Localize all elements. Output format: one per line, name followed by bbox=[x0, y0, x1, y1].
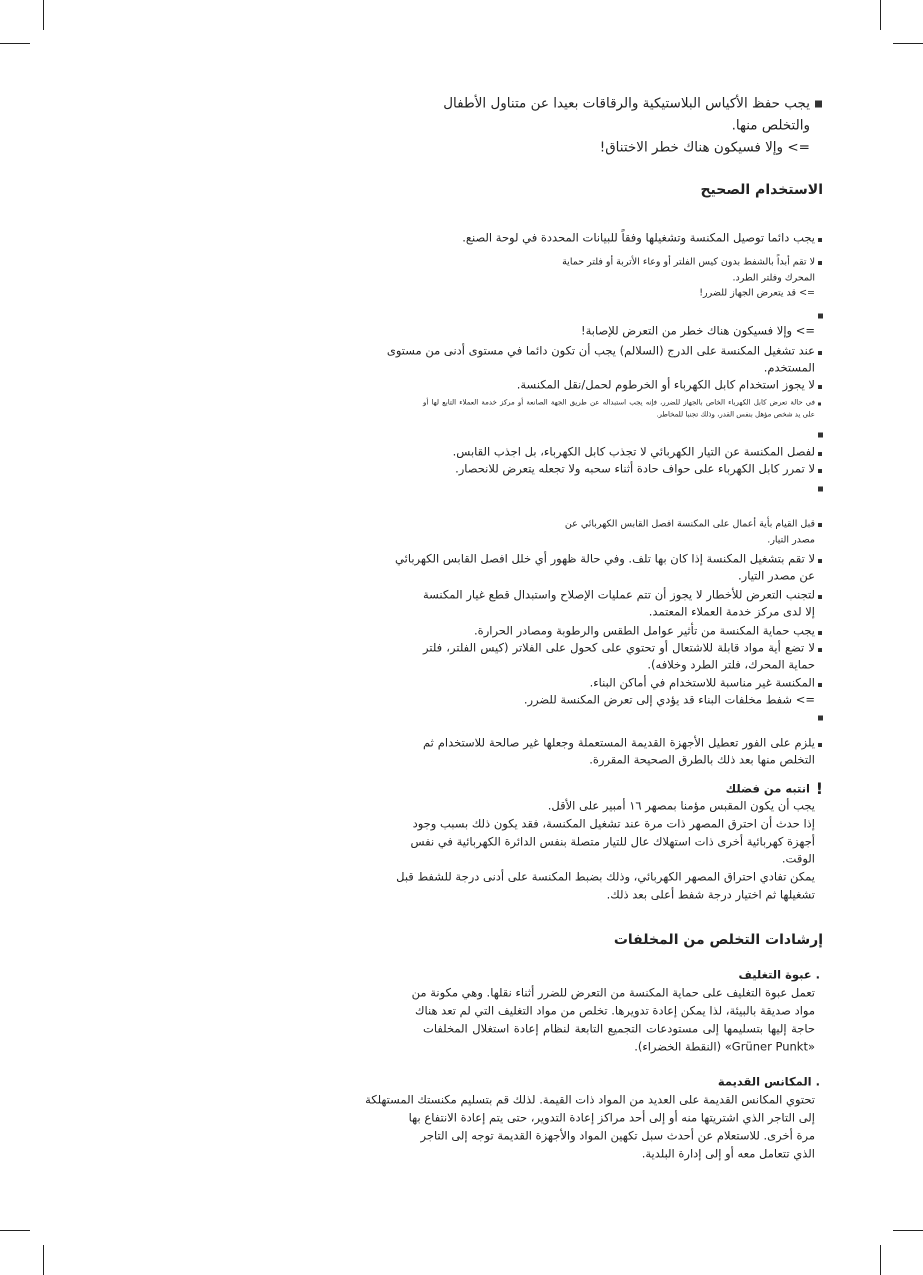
text-line: عن مصدر التيار. bbox=[737, 568, 815, 583]
text-line: إلا لدى مركز خدمة العملاء المعتمد. bbox=[648, 604, 815, 619]
bullet bbox=[818, 261, 822, 265]
text-line: إلى التاجر الذي اشتريتها منه أو إلى أحد مراكز إعادة التدوير، حتى يتم إعادة الانتفاع بها bbox=[408, 1110, 815, 1125]
text-line: المكنسة غير مناسبة للاستخدام في أماكن البناء. bbox=[589, 675, 815, 690]
bullet bbox=[818, 314, 823, 319]
text-line: لا تقم أبداً بالشفط بدون كيس الفلتر أو وعاء الأتربة أو فلتر حماية bbox=[562, 256, 815, 268]
crop-mark bbox=[0, 1230, 30, 1231]
text-line: يجب دائما توصيل المكنسة وتشغيلها وفقاً للبيانات المحددة في لوحة الصنع. bbox=[462, 230, 815, 245]
bullet bbox=[815, 101, 822, 108]
notice-title: انتبه من فضلك bbox=[725, 781, 810, 796]
crop-mark bbox=[893, 43, 923, 44]
text-line: مرة أخرى. للاستعلام عن أحدث سبل تكهين المواد والأجهزة القديمة توجه إلى التاجر bbox=[420, 1128, 815, 1143]
bullet bbox=[818, 385, 822, 389]
text-line: لا تضع أية مواد قابلة للاشتعال أو تحتوي على كحول على الفلاتر (كيس الفلتر، فلتر bbox=[423, 640, 815, 655]
text-line: يجب حفظ الأكياس البلاستيكية والرقاقات بعيدا عن متناول الأطفال bbox=[443, 95, 810, 112]
text-line: مواد صديقة بالبيئة، لذا يمكن إعادة تدويرها. تخلص من مواد التغليف التي لم تعد هناك bbox=[415, 1003, 815, 1018]
bullet bbox=[818, 559, 822, 563]
text-line: => وإلا فسيكون هناك خطر الاختناق! bbox=[599, 139, 810, 156]
subheading: . المكانس القديمة bbox=[717, 1074, 820, 1089]
text-line: المستخدم. bbox=[763, 360, 815, 375]
bullet bbox=[818, 743, 822, 747]
bullet bbox=[818, 487, 823, 492]
text-line: لفصل المكنسة عن التيار الكهربائي لا تجذب كابل الكهرباء، بل اجذب القابس. bbox=[452, 444, 815, 459]
text-line: يجب أن يكون المقبس مؤمنا بمصهر ١٦ أمبير على الأقل. bbox=[547, 798, 815, 813]
section-heading: الاستخدام الصحيح bbox=[700, 182, 823, 198]
bullet bbox=[818, 523, 822, 527]
warning-icon: ! bbox=[815, 779, 823, 798]
text-line: يمكن تفادي احتراق المصهر الكهربائي، وذلك بضبط المكنسة على أدنى درجة للشفط قبل bbox=[396, 869, 815, 884]
text-line: المحرك وفلتر الطرد. bbox=[732, 272, 815, 284]
text-line: تحتوي المكانس القديمة على العديد من المواد ذات القيمة. لذلك قم بتسليم مكنستك المستهلكة bbox=[365, 1092, 815, 1107]
text-line: لتجنب التعرض للأخطار لا يجوز أن تتم عمليات الإصلاح واستبدال قطع غيار المكنسة bbox=[423, 587, 815, 602]
bullet bbox=[818, 595, 822, 599]
text-line: مصدر التيار. bbox=[767, 534, 815, 546]
text-line: لا تمرر كابل الكهرباء على حواف حادة أثناء سحبه ولا تجعله يتعرض للانحصار. bbox=[455, 461, 815, 476]
bullet bbox=[818, 469, 822, 473]
text-line: حماية المحرك، فلتر الطرد وخلافه). bbox=[647, 657, 815, 672]
text-line: على يد شخص مؤهل بنفس القدر، وذلك تجنبا للمخاطر. bbox=[656, 410, 815, 419]
crop-mark bbox=[43, 0, 44, 30]
text-line: حاجة إليها بتسليمها إلى مستودعات التجميع التابعة لنظام إعادة استغلال المخلفات bbox=[423, 1021, 815, 1036]
bullet bbox=[818, 683, 822, 687]
text-line: في حالة تعرض كابل الكهرباء الخاص بالجهاز للضرر، فإنه يجب استبداله عن طريق الجهة الصانعة أو مركز خدمة العملاء التابع لها أو bbox=[423, 398, 815, 407]
crop-mark bbox=[880, 1245, 881, 1275]
section-heading: إرشادات التخلص من المخلفات bbox=[613, 932, 823, 948]
bullet bbox=[818, 351, 822, 355]
bullet bbox=[818, 452, 822, 456]
crop-mark bbox=[0, 43, 30, 44]
bullet bbox=[818, 631, 822, 635]
bullet bbox=[818, 238, 822, 242]
text-line: والتخلص منها. bbox=[731, 117, 810, 134]
text-line: لا تقم بتشغيل المكنسة إذا كان بها تلف. وفي حالة ظهور أي خلل افصل القابس الكهربائي bbox=[395, 551, 815, 566]
text-line: الذي تتعامل معه أو إلى إدارة البلدية. bbox=[641, 1146, 815, 1161]
text-line: يجب حماية المكنسة من تأثير عوامل الطقس والرطوبة ومصادر الحرارة. bbox=[474, 623, 815, 638]
text-line: الوقت. bbox=[781, 851, 815, 866]
text-line: تعمل عبوة التغليف على حماية المكنسة من التعرض للضرر أثناء نقلها. وهي مكونة من bbox=[411, 985, 815, 1000]
bullet bbox=[818, 433, 823, 438]
text-line: التخلص منها بعد ذلك بالطرق الصحيحة المقررة. bbox=[589, 752, 815, 767]
text-line: عند تشغيل المكنسة على الدرج (السلالم) يجب أن تكون دائما في مستوى أدنى من مستوى bbox=[386, 343, 815, 358]
bullet bbox=[818, 648, 822, 652]
text-line: لا يجوز استخدام كابل الكهرباء أو الخرطوم لحمل/نقل المكنسة. bbox=[516, 377, 815, 392]
crop-mark bbox=[43, 1245, 44, 1275]
crop-mark bbox=[893, 1230, 923, 1231]
text-line: => شفط مخلفات البناء قد يؤدي إلى تعرض المكنسة للضرر. bbox=[523, 692, 815, 707]
text-line: => وإلا فسيكون هناك خطر من التعرض للإصابة! bbox=[580, 323, 815, 338]
text-line: يلزم على الفور تعطيل الأجهزة القديمة المستعملة وجعلها غير صالحة للاستخدام ثم bbox=[423, 735, 815, 750]
text-line: «Grüner Punkt» (النقطة الخضراء). bbox=[634, 1039, 815, 1054]
text-line: تشغيلها ثم اختيار درجة شفط أعلى بعد ذلك. bbox=[606, 887, 815, 902]
crop-mark bbox=[880, 0, 881, 30]
text-line: أجهزة كهربائية أخرى ذات استهلاك عال للتيار متصلة بنفس الدائرة الكهربائية في نفس bbox=[410, 834, 815, 849]
subheading: . عبوة التغليف bbox=[738, 967, 820, 982]
text-line: إذا حدث أن احترق المصهر ذات مرة عند تشغيل المكنسة، فقد يكون ذلك بسبب وجود bbox=[412, 816, 815, 831]
bullet bbox=[818, 403, 821, 406]
text-line: قبل القيام بأية أعمال على المكنسة افصل القابس الكهربائي عن bbox=[564, 518, 815, 530]
bullet bbox=[818, 716, 823, 721]
text-line: => قد يتعرض الجهاز للضرر! bbox=[699, 287, 815, 299]
